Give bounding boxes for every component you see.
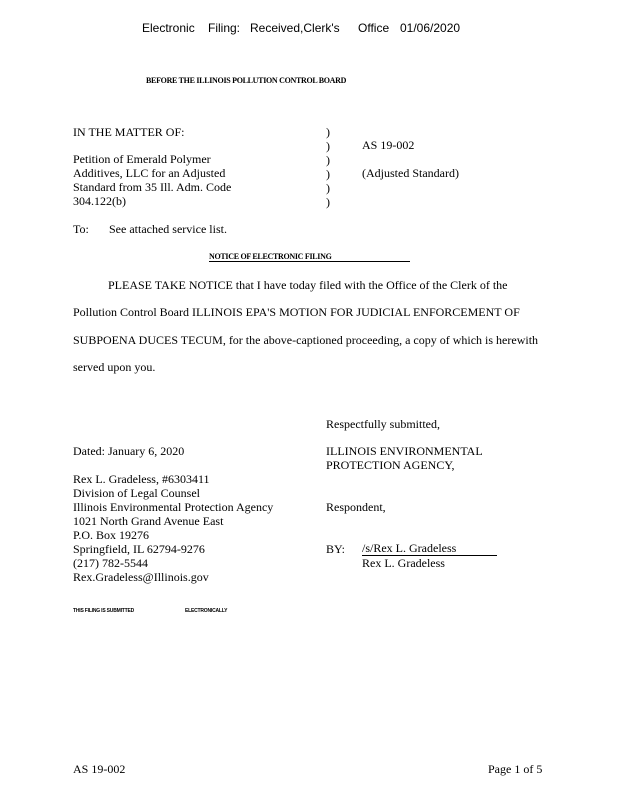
filing-note-right: ELECTRONICALLY [185,608,228,614]
header-received: Received,Clerk's [250,21,340,35]
agency-line-2: PROTECTION AGENCY, [326,458,455,472]
header-electronic: Electronic [142,21,195,35]
caption-paren-2: ) [326,139,330,153]
motion-title-part-1: ILLINOIS EPA'S MOTION FOR JUDICIAL ENFORCEMENT OF [192,305,520,319]
petition-line-3: Standard from 35 Ill. Adm. Code [73,180,232,194]
caption-paren-4: ) [326,167,330,181]
case-number: AS 19-002 [362,138,415,152]
body-line-3-text: , for the above-captioned proceeding, a copy of which is herewith [222,333,539,347]
footer-case-number: AS 19-002 [73,762,126,776]
caption-paren-1: ) [326,125,330,139]
body-line-1: PLEASE TAKE NOTICE that I have today filed with the Office of the Clerk of the [108,278,508,292]
petition-line-1: Petition of Emerald Polymer [73,152,211,166]
body-line-4: served upon you. [73,360,156,374]
agency-line-1: ILLINOIS ENVIRONMENTAL [326,444,483,458]
contact-line-3: Illinois Environmental Protection Agency [73,500,274,514]
petition-line-4: 304.122(b) [73,194,126,208]
by-label: BY: [326,542,345,556]
body-line-3 [73,333,538,348]
body-line-2 [73,305,520,320]
respondent-label: Respondent, [326,500,386,514]
in-the-matter: IN THE MATTER OF: [73,125,185,139]
header-date: 01/06/2020 [400,21,461,35]
signature-line: /s/Rex L. Gradeless [362,542,497,556]
board-title: BEFORE THE ILLINOIS POLLUTION CONTROL BOARD [146,76,347,85]
notice-title: NOTICE OF ELECTRONIC FILING [209,252,410,262]
signer-name: Rex L. Gradeless [362,556,445,570]
header-office: Office [358,21,390,35]
respectfully-submitted: Respectfully submitted, [326,417,440,431]
caption-paren-6: ) [326,195,330,209]
contact-email: Rex.Gradeless@Illinois.gov [73,570,209,584]
contact-line-7: (217) 782-5544 [73,556,148,570]
to-text: See attached service list. [109,222,227,236]
caption-paren-5: ) [326,181,330,195]
contact-line-6: Springfield, IL 62794-9276 [73,542,205,556]
caption-paren-3: ) [326,153,330,167]
contact-line-5: P.O. Box 19276 [73,528,150,542]
contact-line-2: Division of Legal Counsel [73,486,200,500]
petition-line-2: Additives, LLC for an Adjusted [73,166,226,180]
contact-line-4: 1021 North Grand Avenue East [73,514,224,528]
footer-page-number: Page 1 of 5 [488,762,543,776]
filing-note-left: THIS FILING IS SUBMITTED [73,608,135,614]
contact-line-1: Rex L. Gradeless, #6303411 [73,472,210,486]
to-label: To: [73,222,89,236]
header-filing: Filing: [208,21,241,35]
motion-title-part-2: SUBPOENA DUCES TECUM [73,333,223,347]
dated: Dated: January 6, 2020 [73,444,185,458]
body-line-2-text: Pollution Control Board [73,305,193,319]
case-type: (Adjusted Standard) [362,166,459,180]
